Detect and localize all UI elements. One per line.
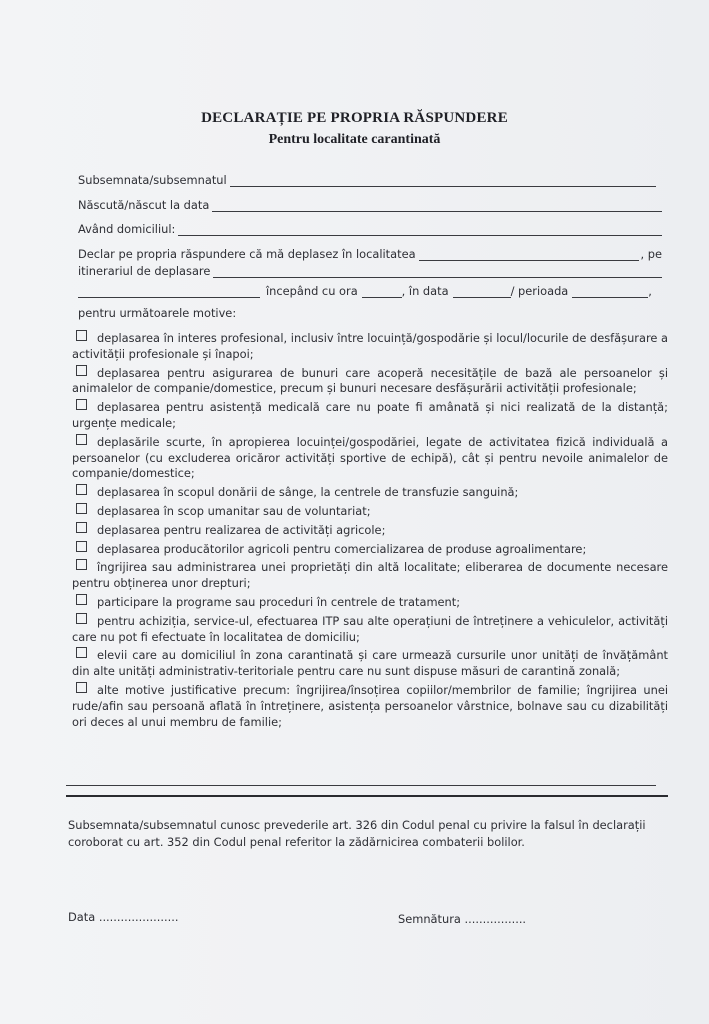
motive-item: îngrijirea sau administrarea unei proprietăți din altă localitate; eliberarea de documente necesare pentru obținerea unor drepturi; <box>72 560 668 591</box>
motive-item: deplasarea în interes profesional, inclusiv între locuință/gospodărie și locul/locurile de desfășurare a activității profesionale și înapoi; <box>72 331 668 361</box>
schedule-line <box>78 284 662 298</box>
motive-item: deplasarea pentru asigurarea de bunuri care acoperă necesitățile de bază ale persoanelor și animalelor de companie/domestice, precum și bunuri necesare desfășurării activității profesionale; <box>72 365 668 396</box>
birth-line <box>78 198 662 212</box>
motive-checkbox[interactable] <box>76 522 87 533</box>
motive-item: deplasarea pentru asistență medicală care nu poate fi amânată și nici realizată de la distanță; urgențe medicale; <box>72 400 668 430</box>
motive-item: alte motive justificative precum: îngrijirea/însoțirea copiilor/membrilor de familie; îngrijirea unei rude/afin sau persoană aflată în întreținere, asistența persoanelor vârstnice, bolnave sau cu dizabilități ori deces al unui membru de familie; <box>72 682 668 729</box>
declare-suffix: , pe <box>640 247 662 261</box>
motive-item: deplasarea pentru realizarea de activități agricole; <box>72 522 668 539</box>
motive-item: participare la programe sau proceduri în centrele de tratament; <box>72 594 668 611</box>
document-subtitle: Pentru localitate carantinată <box>268 132 441 147</box>
date-label: , în data <box>401 284 449 298</box>
document-title: DECLARAȚIE PE PROPRIA RĂSPUNDERE <box>201 110 508 126</box>
motive-checkbox[interactable] <box>76 682 87 693</box>
motives-label: pentru următoarele motive: <box>78 306 237 320</box>
motive-item: pentru achiziția, service-ul, efectuarea ITP sau alte operațiuni de întreținere a vehiculelor, activități care nu pot fi efectuate în localitatea de domiciliu; <box>72 613 668 644</box>
motive-checkbox[interactable] <box>76 399 87 410</box>
domicile-field[interactable] <box>178 224 662 236</box>
date-signature-field[interactable]: Data ...................... <box>68 910 179 924</box>
motive-item: elevii care au domiciliul în zona carantinată și care urmează cursurile unor unități de învățământ din alte unități administrativ-teritoriale pentru care nu sunt dispuse măsuri de carantină zonală; <box>72 648 668 679</box>
section-divider <box>66 795 668 797</box>
motive-item: deplasarea în scop umanitar sau de voluntariat; <box>72 503 668 520</box>
period-field[interactable] <box>572 286 648 298</box>
itinerary-line <box>78 264 662 278</box>
date-field[interactable] <box>453 286 511 298</box>
itinerary-label: itinerariul de deplasare <box>78 264 211 278</box>
motive-checkbox[interactable] <box>76 594 87 605</box>
signature-field[interactable]: Semnătura ................. <box>398 912 527 926</box>
motive-item: deplasarea în scopul donării de sânge, la centrele de transfuzie sanguină; <box>72 484 668 501</box>
motive-checkbox[interactable] <box>76 365 87 376</box>
itinerary-continued-field[interactable] <box>78 286 260 298</box>
motive-checkbox[interactable] <box>76 330 87 341</box>
period-suffix: , <box>648 284 652 298</box>
motive-checkbox[interactable] <box>76 503 87 514</box>
period-label: / perioada <box>510 284 569 298</box>
motive-checkbox[interactable] <box>76 613 87 624</box>
motive-checkbox[interactable] <box>76 647 87 658</box>
motive-checkbox[interactable] <box>76 484 87 495</box>
motive-checkbox[interactable] <box>76 559 87 570</box>
motive-checkbox[interactable] <box>76 541 87 552</box>
hour-field[interactable] <box>362 286 402 298</box>
motive-item: deplasările scurte, în apropierea locuinței/gospodăriei, legate de activitatea fizică individuală a persoanelor (cu excluderea oricăror activități sportive de echipă), cât și pentru nevoile animalelor de companie/domestice; <box>72 434 668 481</box>
name-label: Subsemnata/subsemnatul <box>78 173 227 187</box>
itinerary-field[interactable] <box>213 266 662 278</box>
name-line <box>78 173 662 187</box>
declare-line <box>78 247 662 261</box>
locality-field[interactable] <box>419 249 639 261</box>
birth-date-field[interactable] <box>212 200 662 212</box>
motive-checkbox[interactable] <box>76 434 87 445</box>
legal-acknowledgement: Subsemnata/subsemnatul cunosc prevederile art. 326 din Codul penal cu privire la falsul în declarații coroborat cu art. 352 din Codul penal referitor la zădărnicirea combaterii bolilor. <box>68 818 646 849</box>
start-hour-label: începând cu ora <box>266 284 358 298</box>
motives-list <box>72 330 668 732</box>
domicile-label: Având domiciliul: <box>78 222 176 236</box>
motive-item: deplasarea producătorilor agricoli pentru comercializarea de produse agroalimentare; <box>72 541 668 558</box>
domicile-line <box>78 222 662 236</box>
other-motive-line[interactable] <box>66 785 656 786</box>
name-field[interactable] <box>230 175 656 187</box>
declare-text: Declar pe propria răspundere că mă deplasez în localitatea <box>78 247 416 261</box>
birth-label: Născută/născut la data <box>78 198 210 212</box>
